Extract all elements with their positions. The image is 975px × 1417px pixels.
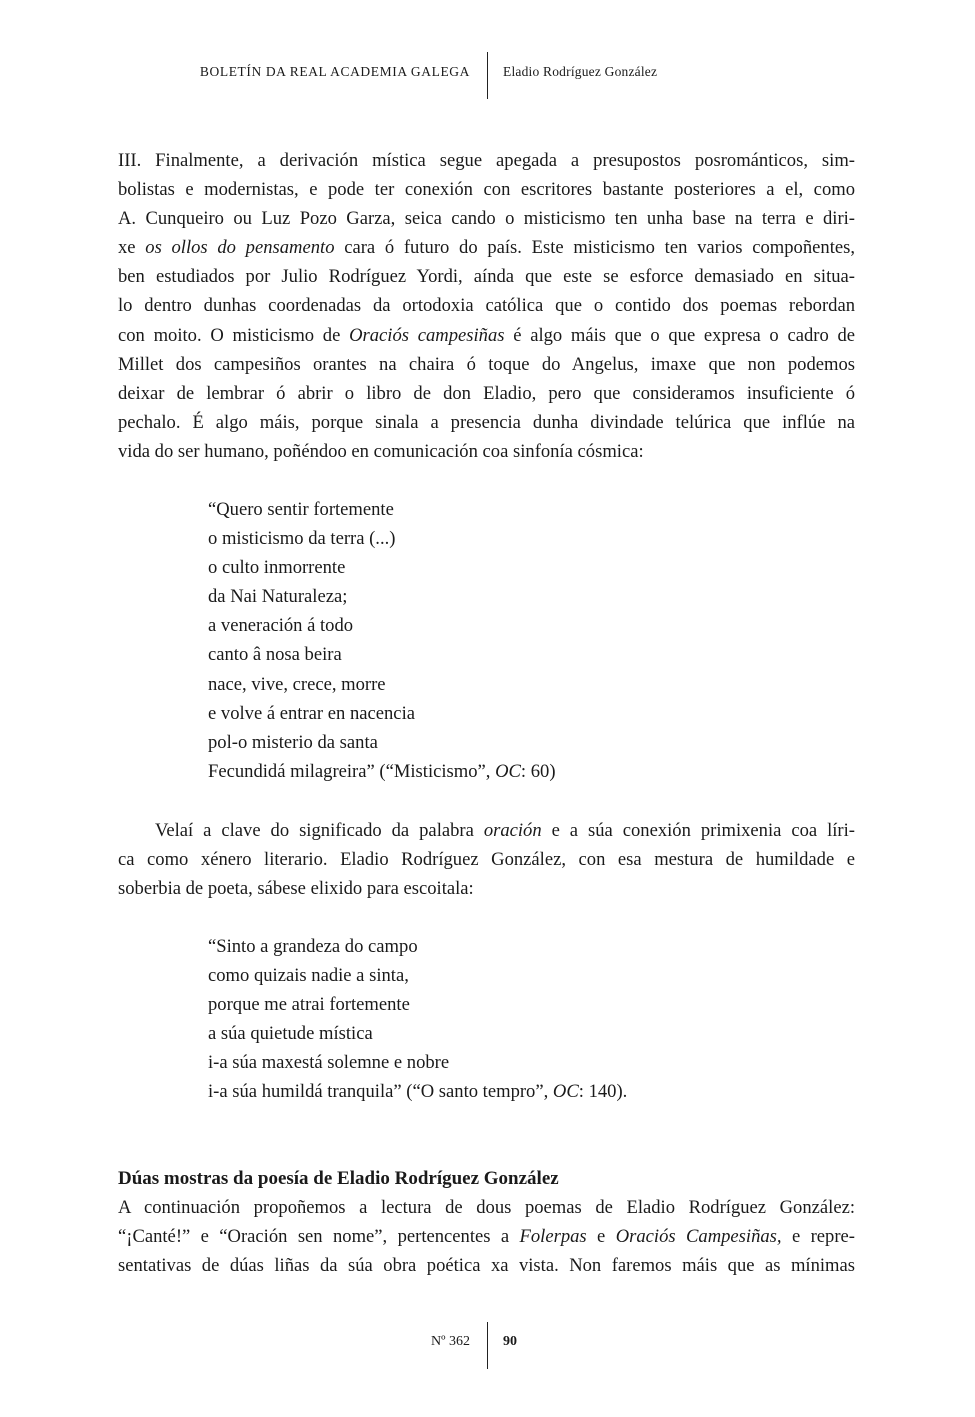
text-run: sentativas de dúas liñas da súa obra poética xa vista. Non faremos máis que as mínimas: [118, 1255, 855, 1277]
paragraph-3: [118, 1193, 855, 1280]
italic-text: os ollos do pensamento: [145, 237, 335, 259]
text-line: [118, 175, 855, 204]
text-line: [208, 1048, 808, 1077]
text-run: a veneración á todo: [208, 615, 354, 637]
text-run: e a súa conexión primixenia coa líri-: [541, 820, 855, 841]
text-line: [118, 321, 855, 350]
text-run: : 140).: [578, 1081, 628, 1103]
text-run: III. Finalmente, a derivación mística segue apegada a presupostos posrománticos, sim-: [118, 150, 855, 171]
text-line: [118, 350, 855, 379]
text-run: Millet dos campesiños orantes na chaira ó toque do Angelus, imaxe que non podemos: [118, 353, 855, 375]
text-run: Velaí a clave do significado da palabra: [155, 820, 484, 841]
text-run: da Nai Naturaleza;: [208, 586, 348, 608]
text-line: [118, 874, 855, 903]
running-header-journal: BOLETÍN DA REAL ACADEMIA GALEGA: [199, 64, 470, 79]
text-run: pechalo. É algo máis, porque sinala a presencia dunha divindade telúrica que inflúe na: [118, 411, 855, 433]
text-line: [118, 437, 855, 466]
text-run: o misticismo da terra (...): [208, 528, 396, 550]
poem-quote-2: [208, 932, 808, 1107]
issue-number: Nº 362: [431, 1334, 470, 1349]
text-run: xe: [118, 237, 146, 259]
italic-text: Folerpas: [519, 1226, 587, 1248]
text-line: [118, 816, 855, 845]
text-line: [208, 1077, 808, 1106]
paragraph-2: [118, 816, 855, 903]
text-run: a súa quietude mística: [208, 1023, 373, 1045]
text-run: e: [586, 1226, 616, 1248]
page-number: 90: [503, 1334, 517, 1349]
text-line: [208, 757, 808, 786]
poem-quote-1: [208, 495, 808, 786]
text-run: i-a súa maxestá solemne e nobre: [208, 1052, 450, 1074]
italic-text: OC: [552, 1081, 579, 1103]
text-line: [118, 1222, 855, 1251]
text-line: [208, 640, 808, 669]
text-run: i-a súa humildá tranquila” (“O santo tempro”,: [208, 1081, 553, 1103]
text-line: [118, 204, 855, 233]
text-run: porque me atrai fortemente: [208, 994, 410, 1016]
text-line: [208, 728, 808, 757]
text-run: “Sinto a grandeza do campo: [208, 936, 418, 957]
text-run: deixar de lembrar ó abrir o libro de don Eladio, pero que consideramos insuficiente ó: [118, 382, 855, 404]
text-run: soberbia de poeta, sábese elixido para escoitala:: [118, 878, 474, 900]
text-run: nace, vive, crece, morre: [208, 673, 386, 695]
text-run: Fecundidá milagreira” (“Misticismo”,: [208, 760, 496, 782]
text-run: “¡Canté!” e “Oración sen nome”, pertencentes a: [118, 1226, 520, 1248]
text-run: o culto inmorrente: [208, 557, 346, 579]
text-run: lo dentro dunhas coordenadas da ortodoxia católica que o contido dos poemas rebordan: [118, 295, 855, 317]
text-line: [208, 1019, 808, 1048]
header-divider: [487, 52, 488, 99]
text-line: [118, 262, 855, 291]
text-line: [118, 845, 855, 874]
text-line: [208, 699, 808, 728]
text-run: : 60): [520, 760, 556, 782]
text-run: canto â nosa beira: [208, 644, 342, 666]
text-run: ca como xénero literario. Eladio Rodríguez González, con esa mestura de humildade e: [118, 849, 855, 871]
text-run: bolistas e modernistas, e pode ter conexión con escritores bastante posteriores a el, como: [118, 179, 855, 201]
footer-divider: [487, 1322, 488, 1369]
text-line: [208, 961, 808, 990]
text-run: vida do ser humano, poñéndoo en comunicación coa sinfonía cósmica:: [118, 440, 644, 462]
text-line: [208, 524, 808, 553]
text-line: [118, 379, 855, 408]
italic-text: OC: [495, 760, 521, 782]
text-run: é algo máis que o que expresa o cadro de: [504, 324, 856, 346]
section-heading: Dúas mostras da poesía de Eladio Rodríguez González: [118, 1168, 559, 1189]
text-line: [118, 291, 855, 320]
text-line: [118, 146, 855, 175]
text-run: A. Cunqueiro ou Luz Pozo Garza, seica cando o misticismo ten unha base na terra e diri-: [118, 208, 855, 230]
text-line: [208, 932, 808, 961]
text-run: con moito. O misticismo de: [118, 324, 350, 346]
text-line: [208, 990, 808, 1019]
text-line: [118, 408, 855, 437]
text-line: [208, 582, 808, 611]
text-run: “Quero sentir fortemente: [208, 499, 394, 520]
text-run: ben estudiados por Julio Rodríguez Yordi, aínda que este se esforce demasiado en situa-: [118, 266, 855, 288]
text-line: [118, 1193, 855, 1222]
text-line: [118, 1251, 855, 1280]
text-line: [118, 233, 855, 262]
text-run: A continuación propoñemos a lectura de dous poemas de Eladio Rodríguez González:: [118, 1197, 855, 1218]
text-run: como quizais nadie a sinta,: [208, 965, 409, 987]
text-run: e volve á entrar en nacencia: [208, 702, 415, 724]
text-line: [208, 670, 808, 699]
italic-text: Oraciós Campesiñas,: [615, 1226, 782, 1248]
running-header-author: Eladio Rodríguez González: [503, 64, 658, 79]
text-line: [208, 611, 808, 640]
paragraph-1: [118, 146, 855, 466]
italic-text: Oraciós campesiñas: [349, 324, 505, 346]
text-run: pol-o misterio da santa: [208, 731, 378, 753]
italic-text: oración: [483, 820, 542, 841]
text-line: [208, 495, 808, 524]
text-run: cara ó futuro do país. Este misticismo ten varios compoñentes,: [334, 237, 855, 259]
text-run: e repre-: [781, 1226, 855, 1248]
text-line: [208, 553, 808, 582]
